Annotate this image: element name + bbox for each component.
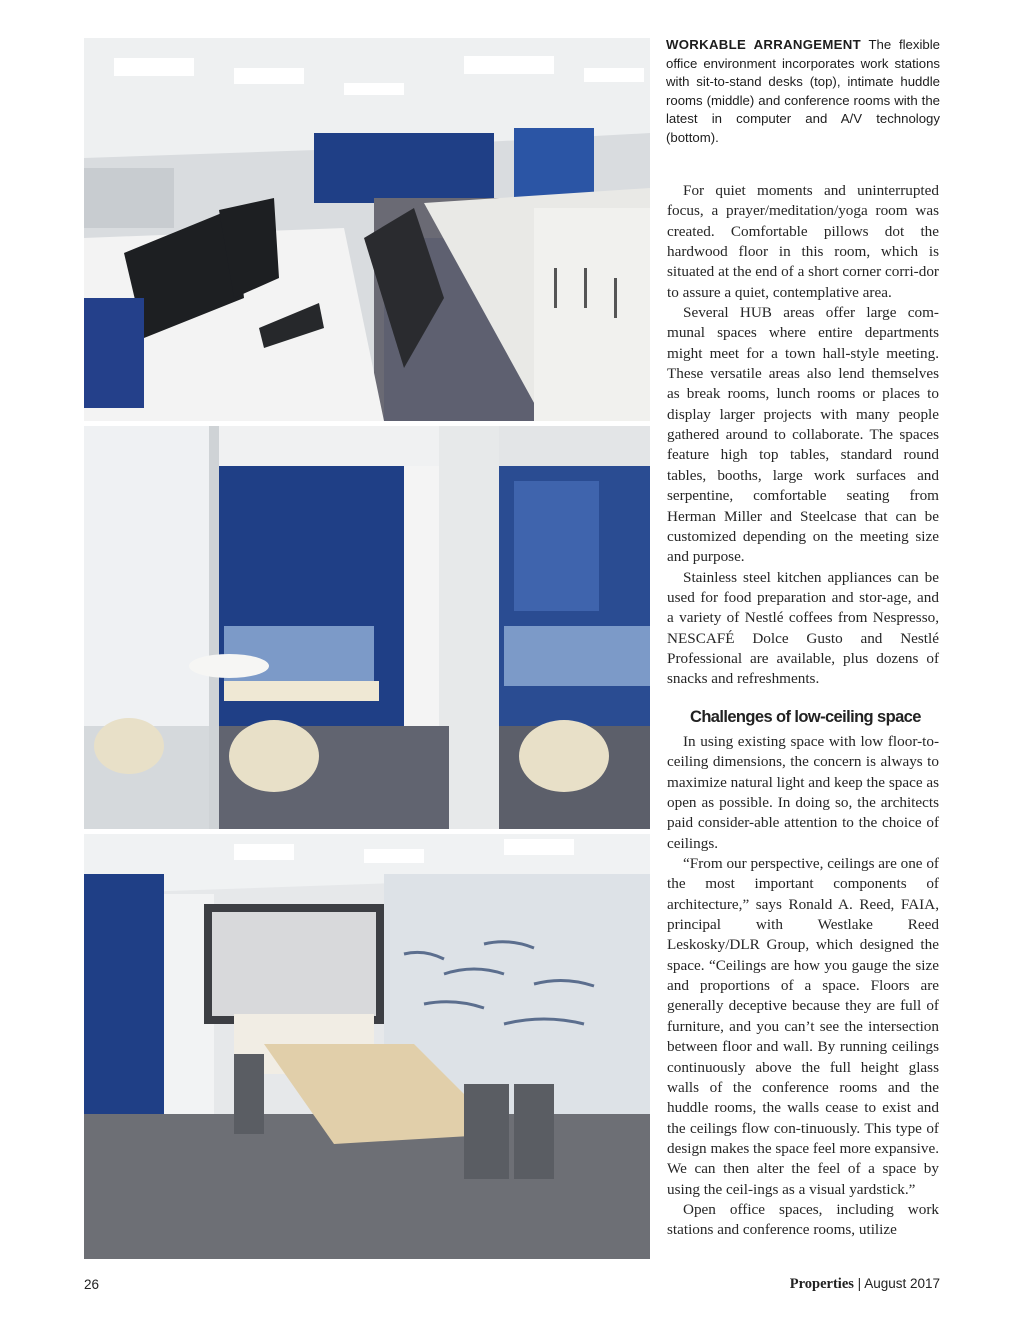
section-subhead: Challenges of low-ceiling space <box>690 708 921 726</box>
body-paragraph: Open office spaces, including work stations and conference rooms, utilize <box>667 1200 939 1239</box>
caption-lead: WORKABLE ARRANGEMENT <box>666 37 861 52</box>
body-paragraph: In using existing space with low floor-to-ceiling dimensions, the concern is always to maximize natural light and keep the space as open as possible. In doing so, the architects paid consider-able attention to the choice of ceilings. <box>667 733 940 852</box>
caption-text: The flexible office environment incorporates work stations with sit-to-stand desks (top), intimate huddle rooms (middle) and conference rooms with the latest in computer and A/V technology (bottom). <box>666 37 940 145</box>
huddle-room-photo <box>84 426 650 829</box>
body-paragraph: Stainless steel kitchen appliances can be used for food preparation and stor-age, and a variety of Nestlé coffees from Nespresso, NESCAFÉ Dolce Gusto and Nestlé Professional are available, plus dozens of snacks and refreshments. <box>667 568 939 688</box>
page-number: 26 <box>84 1277 100 1292</box>
issue-date: August 2017 <box>864 1276 940 1291</box>
photo-caption <box>666 36 940 148</box>
workstations-photo <box>84 38 650 421</box>
magazine-name: Properties <box>789 1276 854 1292</box>
body-column-top <box>667 181 939 690</box>
body-column-bottom <box>667 732 939 1241</box>
body-paragraph: Several HUB areas offer large com-munal spaces where entire departments might meet for a town hall-style meeting. These versatile areas also lend themselves as break rooms, lunch rooms or places to display larger projects with many people gathered around to collaborate. The spaces feature high top tables, standard round tables, booths, large work surfaces and serpentine, comfortable seating from Herman Miller and Steelcase that can be customized depending on the meeting size and purpose. <box>667 304 939 566</box>
conference-room-photo <box>84 834 650 1259</box>
folio-separator: | <box>853 1276 865 1291</box>
body-paragraph: For quiet moments and uninterrupted focus, a prayer/meditation/yoga room was created. Comfortable pillows dot the hardwood floor in this room, which is situated at the end of a short corner corri-dor to assure a quiet, contemplative area. <box>667 182 939 301</box>
body-paragraph: “From our perspective, ceilings are one of the most important components of architecture,” says Ronald A. Reed, FAIA, principal with Westlake Reed Leskosky/DLR Group, which designed the space. “Ceilings are how you gauge the size and proportions of a space. Floors are generally deceptive because they are full of furniture, and you can’t see the intersection between floor and wall. By running ceilings continuously above the full height glass walls of the conference rooms and the huddle rooms, the walls cease to exist and the ceilings flow con-tinuously. This type of design makes the space feel more expansive. We can then alter the feel of a space by using the ceil-ings as a visual yardstick.” <box>667 855 940 1198</box>
page-folio <box>790 1276 940 1293</box>
